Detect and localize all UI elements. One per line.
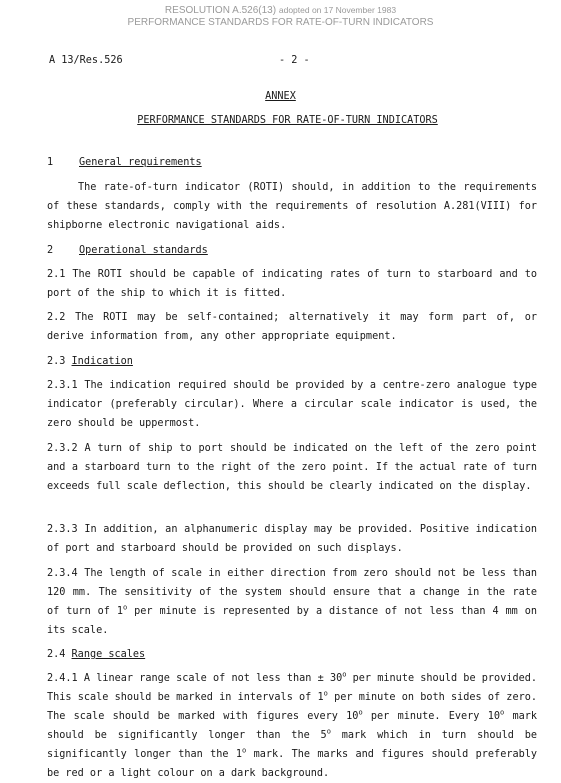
paragraph-text: 30 (323, 673, 343, 684)
section-number: 2.4 (47, 649, 66, 660)
plus-minus-sign: ± (317, 673, 324, 684)
section-2-3-heading (47, 352, 133, 371)
paragraph-text: mark which in turn should be significantly longer than the 1 (47, 730, 537, 760)
document-header (0, 4, 561, 29)
degree-sign: o (499, 708, 505, 717)
degree-sign: o (242, 746, 247, 755)
paragraph-text: The indication required should be provided by a centre-zero analogue type indicator (preferably circular). Where a circular scale indicator is used, the zero should be uppermost. (47, 380, 537, 429)
section-title: Indication (71, 356, 133, 367)
page-reference: A 13/Res.526 (49, 55, 123, 66)
paragraph-2-3-4 (47, 564, 537, 640)
header-title: PERFORMANCE STANDARDS FOR RATE-OF-TURN INDICATORS (127, 17, 434, 28)
paragraph-number: 2.1 (47, 269, 66, 280)
paragraph-text: per minute should be provided. This scale should be marked in intervals of 1 (47, 673, 537, 703)
paragraph-2-4-1 (47, 669, 537, 783)
annex-heading: ANNEX (265, 91, 296, 102)
section-number: 2.3 (47, 356, 66, 367)
section-1-heading (47, 153, 202, 172)
degree-sign: o (323, 689, 328, 698)
section-1-text: The rate-of-turn indicator (ROTI) should, in addition to the requirements of these standards, comply with the requirements of resolution A.281(VIII) for shipborne electronic navigational aids. (47, 182, 537, 231)
degree-sign: o (122, 603, 128, 612)
section-number: 1 (47, 157, 54, 168)
section-2-heading (47, 241, 208, 260)
header-line-1 (0, 4, 561, 17)
paragraph-text: per minute on both sides of zero. The scale should be marked with figures every 10 (47, 692, 537, 722)
paragraph-2-3-3 (47, 520, 537, 558)
section-number: 2 (47, 245, 54, 256)
section-title: Range scales (71, 649, 146, 660)
paragraph-number: 2.4.1 (47, 673, 78, 684)
paragraph-text: In addition, an alphanumeric display may be provided. Positive indication of port and starboard should be provided on such displays. (47, 524, 537, 554)
paragraph-number: 2.3.2 (47, 443, 78, 454)
paragraph-number: 2.2 (47, 312, 66, 323)
paragraph-number: 2.3.1 (47, 380, 78, 391)
section-title: General requirements (79, 157, 202, 168)
paragraph-2-3-2 (47, 439, 537, 496)
paragraph-text: per minute. Every 10 (362, 711, 500, 722)
paragraph-text-b: per minute is represented by a distance of not less than 4 mm on its scale. (47, 606, 537, 636)
page-number: - 2 - (279, 55, 310, 66)
paragraph-text: The ROTI should be capable of indicating rates of turn to starboard and to port of the ship to which it is fitted. (47, 269, 537, 299)
paragraph-number: 2.3.4 (47, 568, 78, 579)
paragraph-number: 2.3.3 (47, 524, 78, 535)
section-2-4-heading (47, 645, 145, 664)
paragraph-text: mark. The marks and figures should preferably be red or a light colour on a dark background. (47, 749, 537, 779)
degree-sign: o (358, 708, 363, 717)
paragraph-2-1 (47, 265, 537, 303)
paragraph-text: A linear range scale of not less than (83, 673, 318, 684)
section-title: Operational standards (79, 245, 208, 256)
paragraph-text: The ROTI may be self-contained; alternatively it may form part of, or derive information from, any other appropriate equipment. (47, 312, 537, 342)
paragraph-text: mark should be significantly longer than the 5 (47, 711, 537, 741)
degree-sign: o (326, 727, 331, 736)
degree-sign: o (342, 670, 347, 679)
paragraph-text: A turn of ship to port should be indicated on the left of the zero point and a starboard turn to the right of the zero point. If the actual rate of turn exceeds full scale deflection, this should be clearly indicated on the display. (47, 443, 537, 492)
header-adopted: adopted on 17 November 1983 (278, 5, 397, 15)
paragraph-2-2 (47, 308, 537, 346)
paragraph-text-a: The length of scale in either direction from zero should not be less than 120 mm. The sensitivity of the system should ensure that a change in the rate of turn of 1 (47, 568, 537, 617)
paragraph-2-3-1 (47, 376, 537, 433)
header-resolution: RESOLUTION A.526(13) (164, 5, 277, 16)
document-title: PERFORMANCE STANDARDS FOR RATE-OF-TURN INDICATORS (137, 115, 438, 126)
